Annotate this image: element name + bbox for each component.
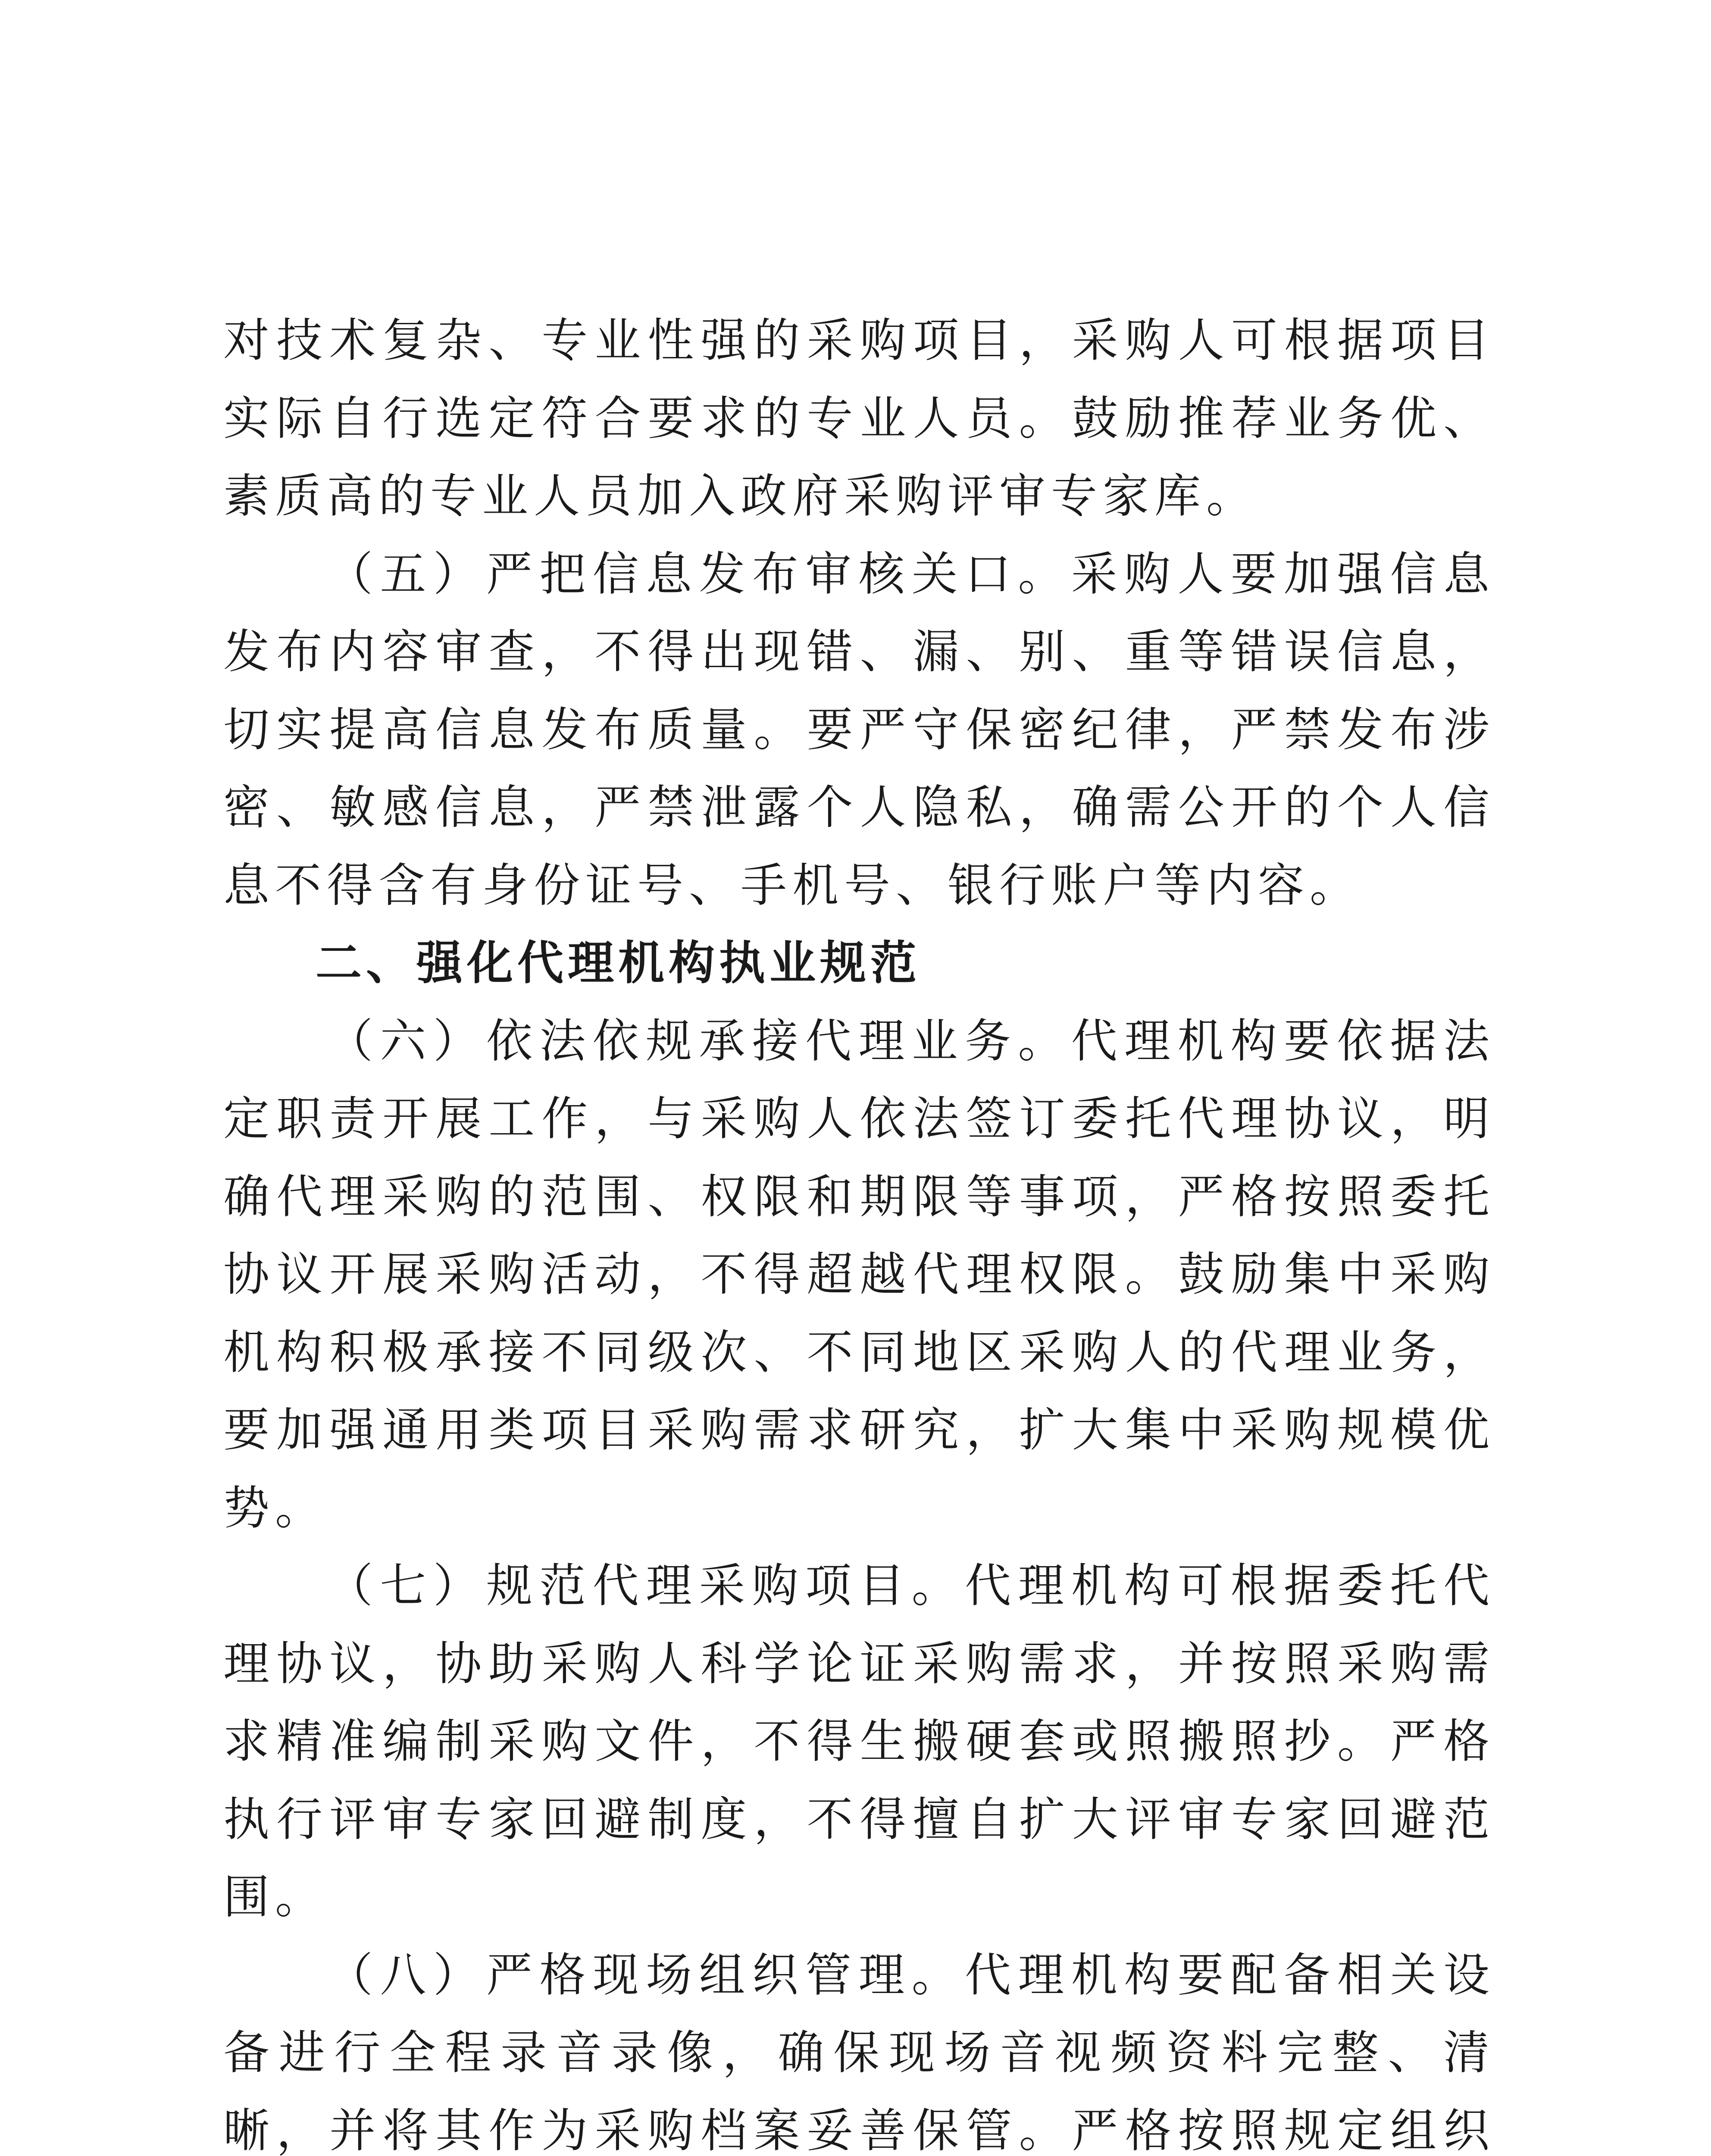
document-body bbox=[223, 302, 1495, 2156]
paragraph-item-5: （五）严把信息发布审核关口。采购人要加强信息发布内容审查，不得出现错、漏、别、重等错误信息，切实提高信息发布质量。要严守保密纪律，严禁发布涉密、敏感信息，严禁泄露个人隐私，确需公开的个人信息不得含有身份证号、手机号、银行账户等内容。 bbox=[223, 547, 1495, 912]
section-heading-2: 二、强化代理机构执业规范 bbox=[316, 937, 921, 990]
paragraph-item-8: （八）严格现场组织管理。代理机构要配备相关设备进行全程录音录像，确保现场音视频资料完整、清晰，并将其作为采购档案妥善保管。严格按照规定组织 bbox=[223, 1948, 1495, 2156]
paragraph-continuation: 对技术复杂、专业性强的采购项目，采购人可根据项目实际自行选定符合要求的专业人员。鼓励推荐业务优、素质高的专业人员加入政府采购评审专家库。 bbox=[223, 314, 1495, 523]
paragraph-item-6: （六）依法依规承接代理业务。代理机构要依据法定职责开展工作，与采购人依法签订委托代理协议，明确代理采购的范围、权限和期限等事项，严格按照委托协议开展采购活动，不得超越代理权限。鼓励集中采购机构积极承接不同级次、不同地区采购人的代理业务，要加强通用类项目采购需求研究，扩大集中采购规模优势。 bbox=[223, 1014, 1495, 1535]
paragraph-item-7: （七）规范代理采购项目。代理机构可根据委托代理协议，协助采购人科学论证采购需求，并按照采购需求精准编制采购文件，不得生搬硬套或照搬照抄。严格执行评审专家回避制度，不得擅自扩大评审专家回避范围。 bbox=[223, 1559, 1495, 1924]
